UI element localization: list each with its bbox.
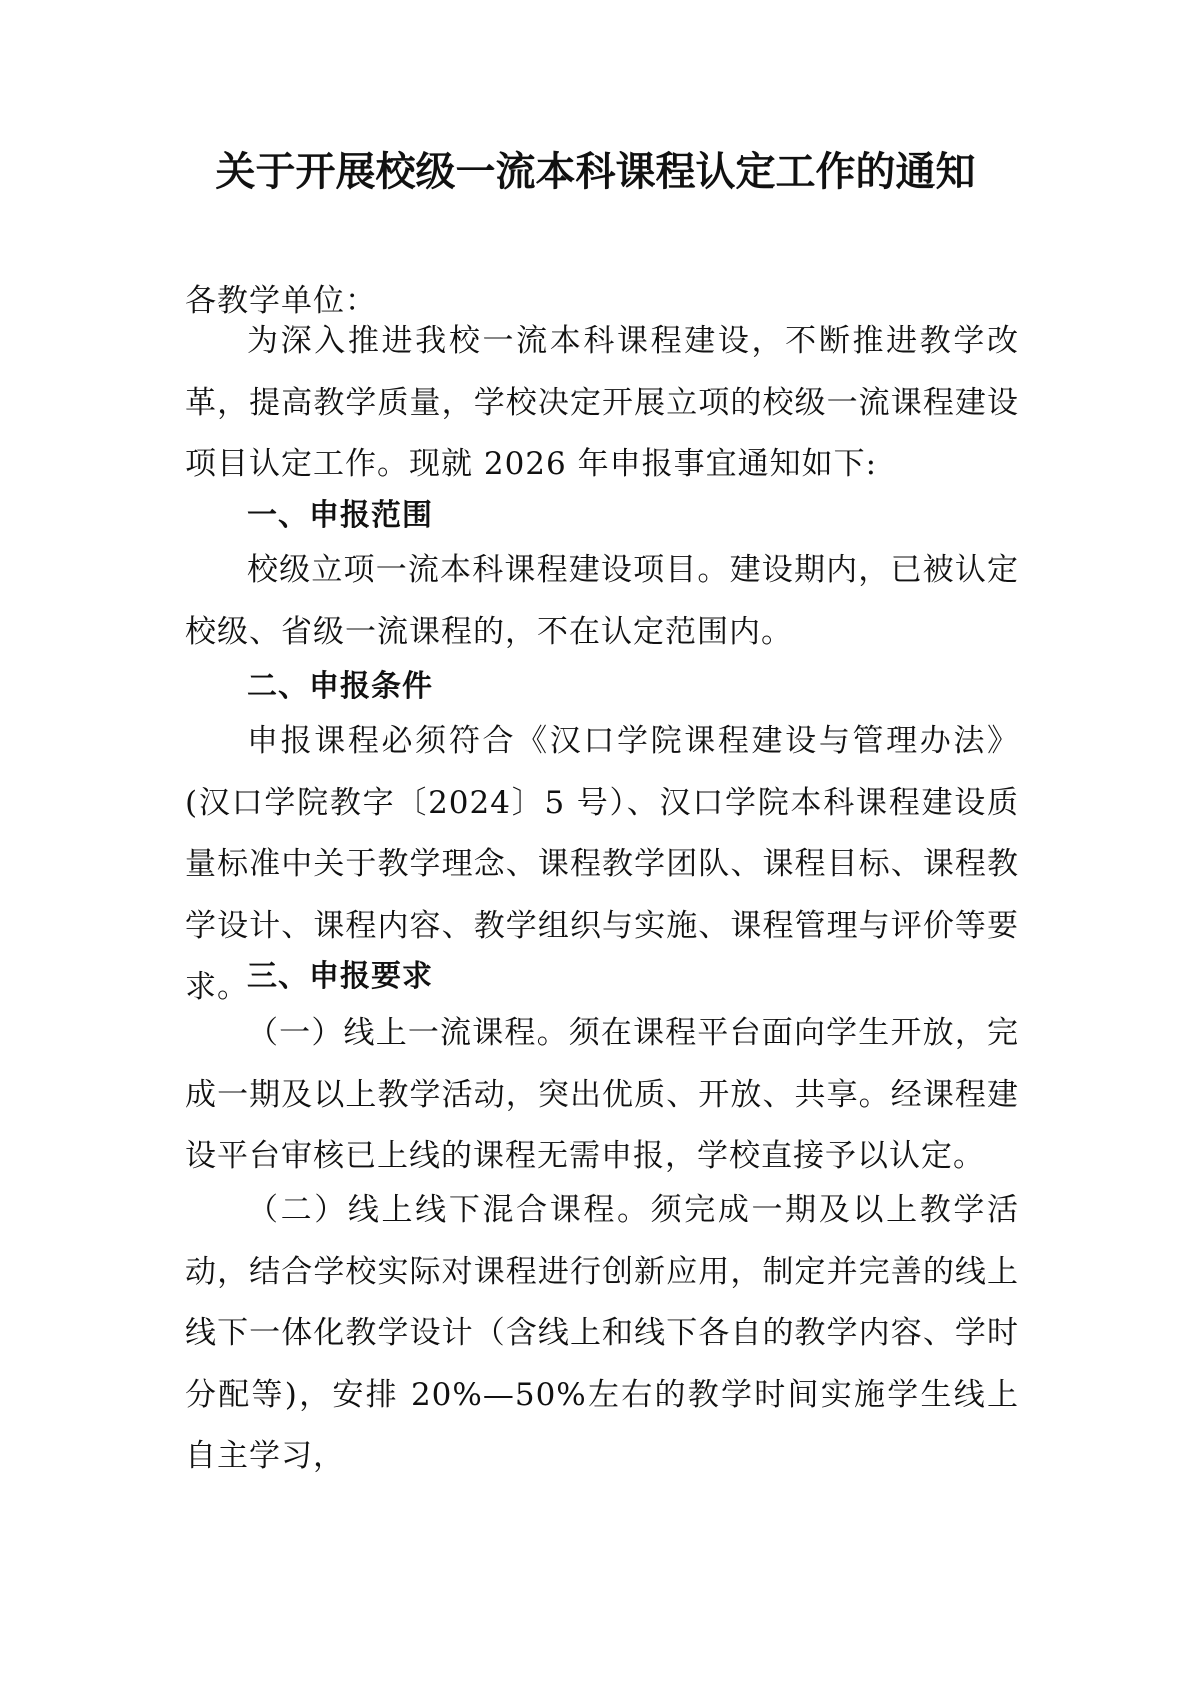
section-heading-requirements: 三、申报要求 [247,959,433,994]
intro-paragraph: 为深入推进我校一流本科课程建设，不断推进教学改革，提高教学质量，学校决定开展立项的校级一流课程建设项目认定工作。现就 2026 年申报事宜通知如下: [185,323,1019,482]
requirements-online-paragraph: （一）线上一流课程。须在课程平台面向学生开放，完成一期及以上教学活动，突出优质、开放、共享。经课程建设平台审核已上线的课程无需申报，学校直接予以认定。 [185,1015,1019,1174]
requirements-online-block [185,1003,1019,1188]
conditions-paragraph: 申报课程必须符合《汉口学院课程建设与管理办法》(汉口学院教字〔2024〕5 号）、汉口学院本科课程建设质量标准中关于教学理念、课程教学团队、课程目标、课程教学设计、课程内容、教学组织与实施、课程管理与评价等要求。 [185,723,1019,1005]
section-heading-scope: 一、申报范围 [247,498,433,533]
requirements-blended-paragraph: （二）线上线下混合课程。须完成一期及以上教学活动，结合学校实际对课程进行创新应用，制定并完善的线上线下一体化教学设计（含线上和线下各自的教学内容、学时分配等)，安排 20%—50%左右的教学时间实施学生线上自主学习， [185,1192,1019,1474]
intro-block [185,311,1019,496]
salutation: 各教学单位： [185,283,377,319]
document-title: 关于开展校级一流本科课程认定工作的通知 [215,149,976,195]
section-heading-conditions: 二、申报条件 [247,669,433,704]
scope-paragraph: 校级立项一流本科课程建设项目。建设期内，已被认定校级、省级一流课程的，不在认定范围内。 [185,552,1019,650]
requirements-blended-block [185,1180,1019,1488]
scope-block [185,540,1019,663]
